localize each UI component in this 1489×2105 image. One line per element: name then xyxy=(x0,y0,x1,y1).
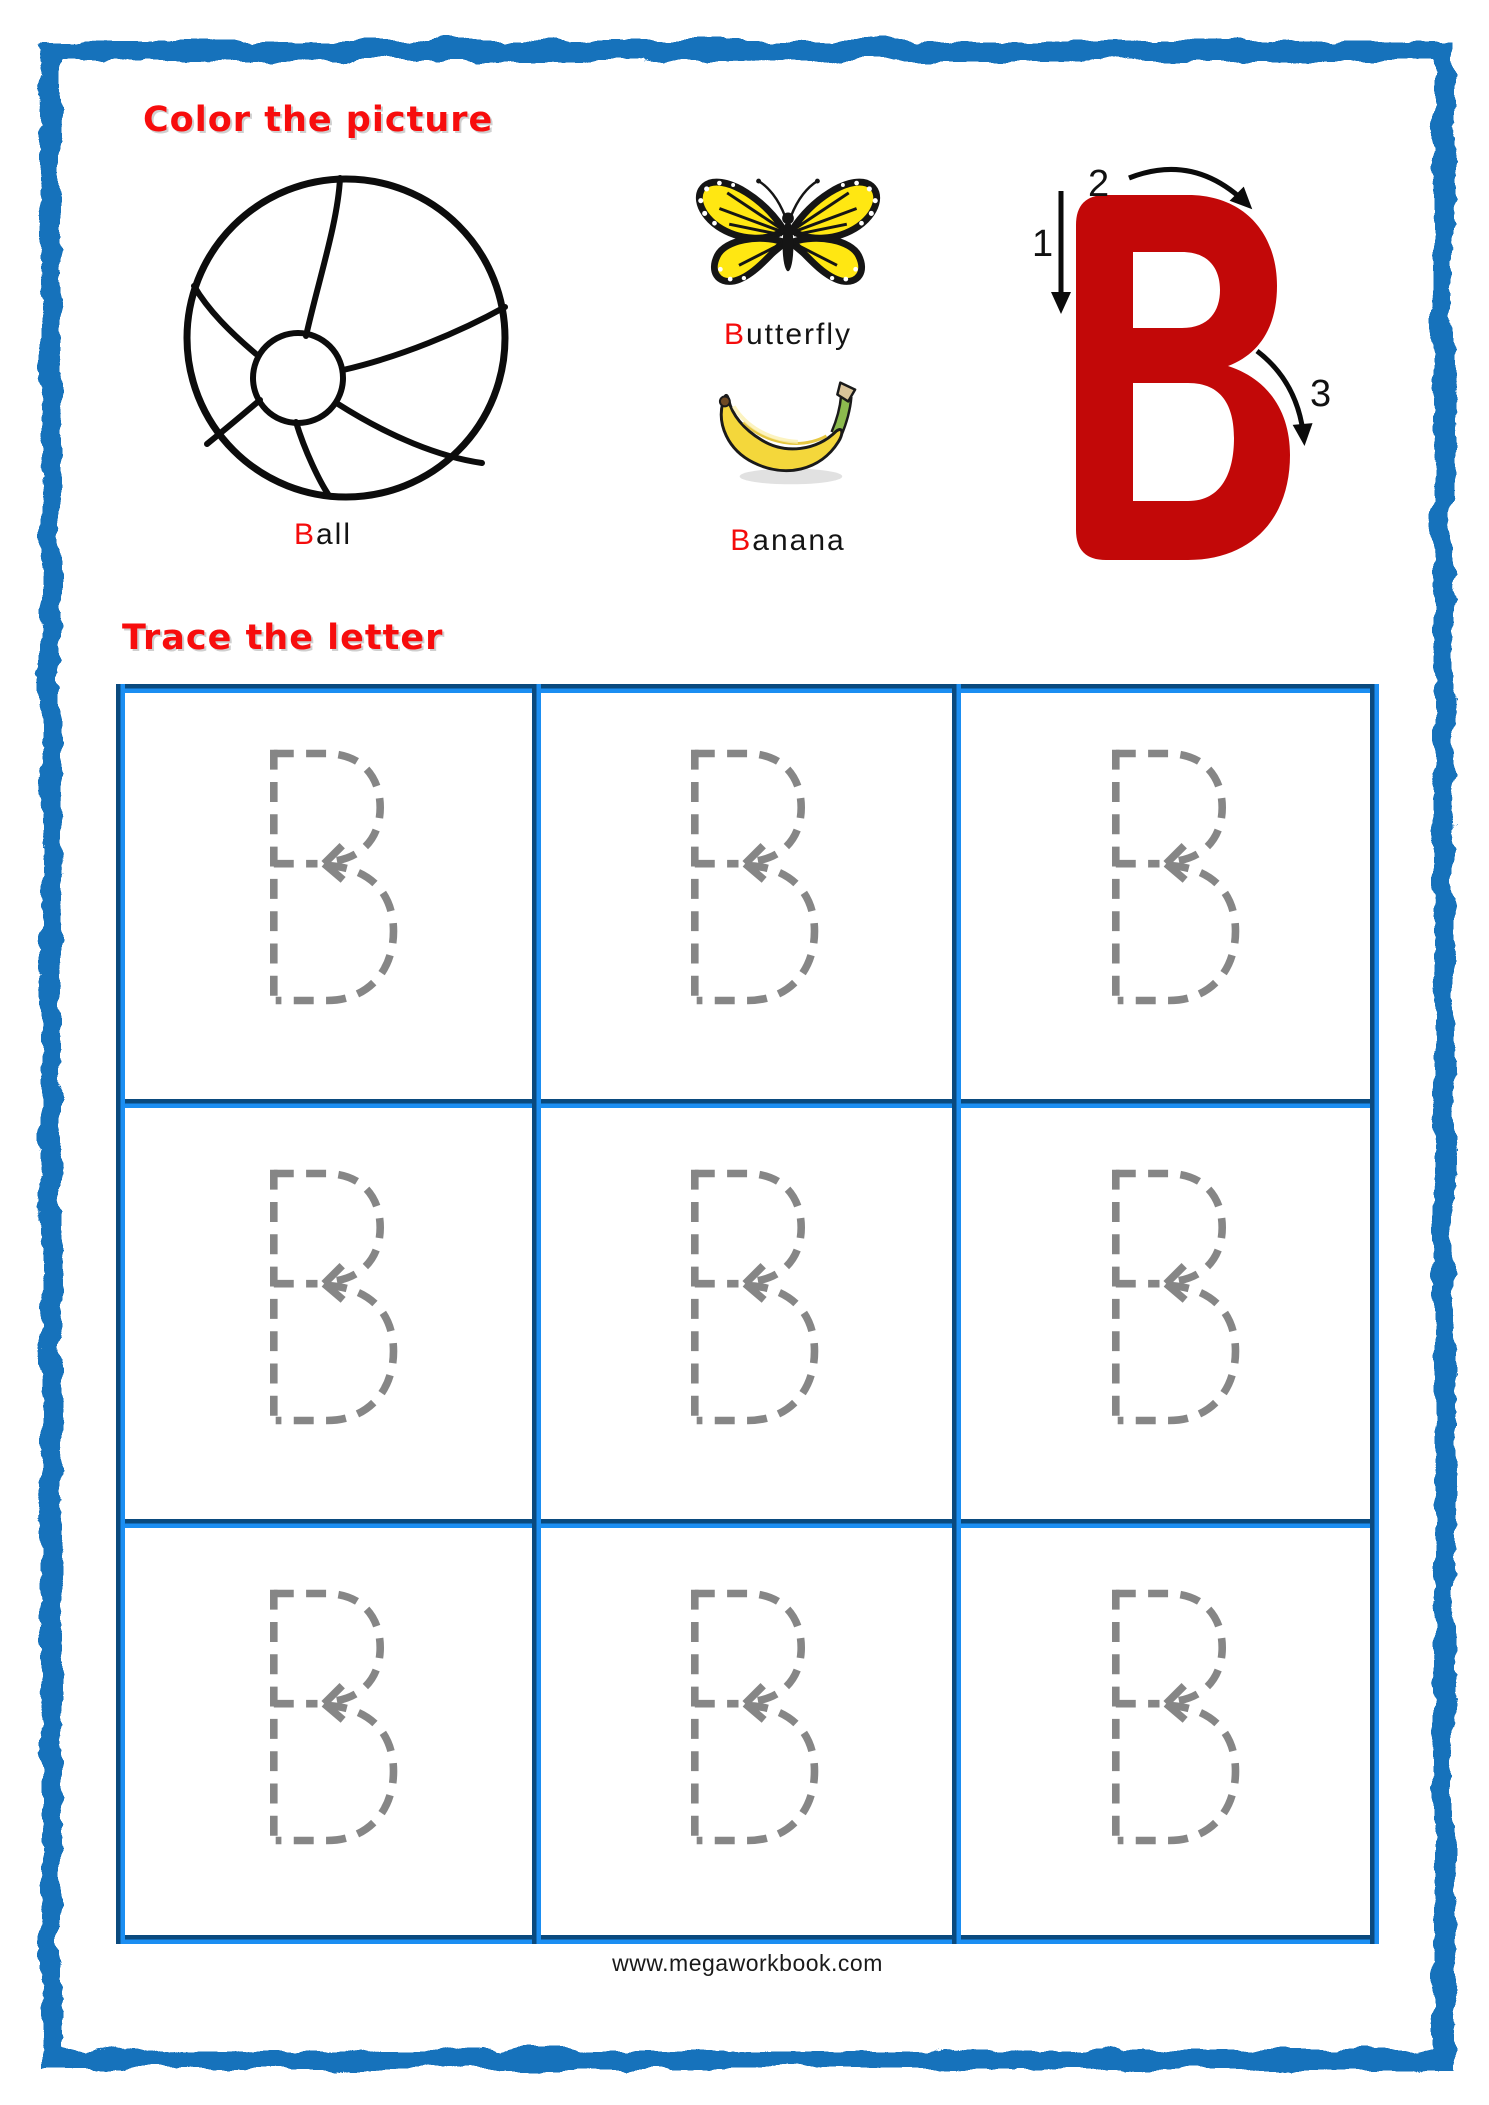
trace-cell xyxy=(116,1524,537,1944)
trace-letter-b xyxy=(1093,1164,1245,1430)
color-the-picture-heading: Color the picture xyxy=(143,100,494,140)
trace-letter-b xyxy=(672,1164,824,1430)
trace-letter-b xyxy=(672,1584,824,1850)
grid-line-col1 xyxy=(532,684,541,1944)
ball-label xyxy=(157,518,489,552)
butterfly-label xyxy=(622,318,954,352)
banana-rest: anana xyxy=(752,524,846,557)
trace-cell xyxy=(537,1104,958,1524)
trace-cell xyxy=(958,684,1379,1104)
butterfly-image xyxy=(690,168,886,300)
butterfly-initial: B xyxy=(723,318,746,351)
beach-ball-image xyxy=(180,172,512,504)
website-footer: www.megaworkbook.com xyxy=(612,1950,883,1976)
trace-cell xyxy=(116,684,537,1104)
letter-b-demo xyxy=(1020,148,1340,588)
grid-line-row1 xyxy=(116,1099,1379,1108)
trace-cell xyxy=(958,1104,1379,1524)
trace-cell xyxy=(537,684,958,1104)
grid-line-col2 xyxy=(952,684,961,1944)
trace-letter-b xyxy=(251,744,403,1010)
grid-line-right xyxy=(1370,684,1379,1944)
trace-cell xyxy=(537,1524,958,1944)
banana-label xyxy=(622,524,954,558)
trace-letter-b xyxy=(251,1164,403,1430)
grid-line-left xyxy=(116,684,125,1944)
ball-rest: all xyxy=(316,518,353,551)
stroke-number-3: 3 xyxy=(1310,373,1332,415)
stroke-number-1: 1 xyxy=(1032,223,1054,265)
grid-line-bottom xyxy=(116,1935,1379,1944)
trace-letter-b xyxy=(672,744,824,1010)
banana-initial: B xyxy=(730,524,753,557)
trace-letter-b xyxy=(251,1584,403,1850)
grid-line-row2 xyxy=(116,1519,1379,1528)
grid-line-top xyxy=(116,684,1379,693)
stroke-number-2: 2 xyxy=(1088,163,1110,205)
trace-cell xyxy=(958,1524,1379,1944)
trace-cells xyxy=(116,684,1379,1944)
ball-initial: B xyxy=(293,518,316,551)
tracing-grid xyxy=(116,684,1379,1944)
trace-cell xyxy=(116,1104,537,1524)
trace-the-letter-heading: Trace the letter xyxy=(122,618,444,658)
trace-letter-b xyxy=(1093,1584,1245,1850)
butterfly-rest: utterfly xyxy=(745,318,853,351)
letter-b-glyph xyxy=(1076,195,1290,560)
banana-image xyxy=(714,372,862,494)
trace-letter-b xyxy=(1093,744,1245,1010)
